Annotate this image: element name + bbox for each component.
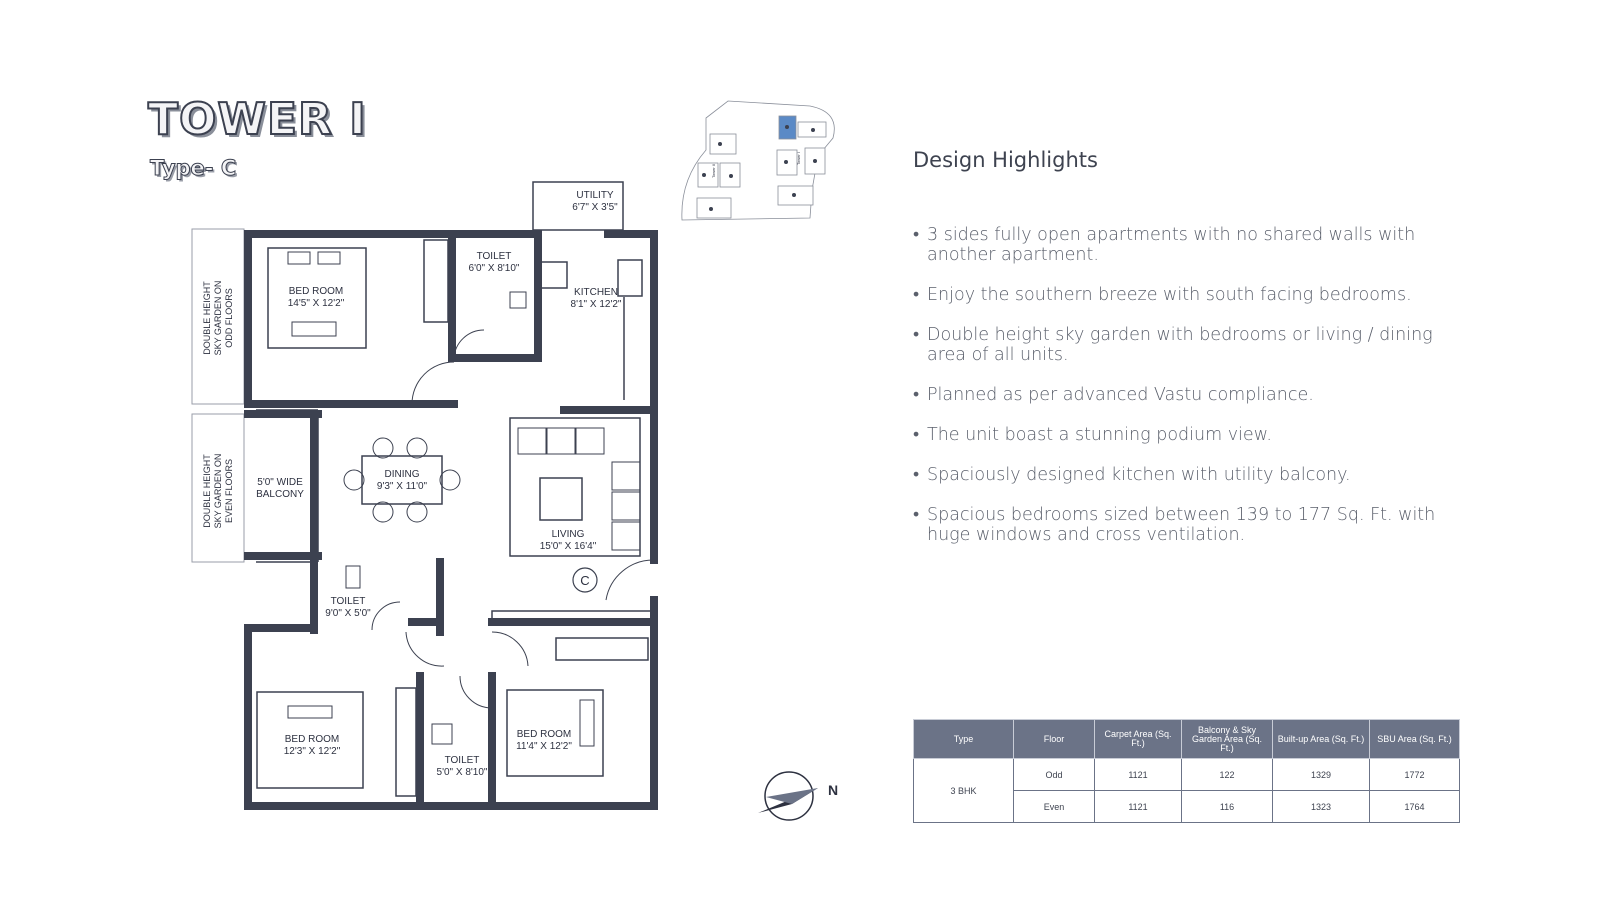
cell-balcony: 122 (1182, 759, 1273, 791)
utility-label: UTILITY (576, 190, 614, 201)
bedroom-bl-size: 12'3" X 12'2" (283, 746, 341, 757)
dining-size: 9'3" X 11'0" (376, 481, 428, 492)
svg-text:C: C (580, 573, 590, 588)
bedroom-br-size: 11'4" X 12'2" (516, 741, 572, 752)
cell-carpet: 1121 (1095, 791, 1182, 823)
cell-type: 3 BHK (914, 759, 1014, 823)
tower-type: Type- C (150, 156, 237, 180)
compass-north-label: N (828, 782, 839, 798)
highlights-title: Design Highlights (913, 148, 1098, 172)
toilet-mid-size: 9'0" X 5'0" (325, 608, 371, 619)
sky-garden-odd (192, 229, 244, 404)
cell-floor: Even (1014, 791, 1095, 823)
toilet-bot-label: TOILET (444, 755, 480, 766)
highlight-item: • 3 sides fully open apartments with no shared walls with another apartment. (913, 225, 1453, 265)
balcony-line1: 5'0" WIDE (257, 477, 303, 488)
living-label: LIVING (551, 529, 585, 540)
header-builtup: Built-up Area (Sq. Ft.) (1273, 720, 1370, 759)
highlight-item: • Double height sky garden with bedrooms or living / dining area of all units. (913, 325, 1453, 365)
walls (248, 234, 654, 806)
area-table-header (914, 720, 1460, 759)
svg-text:EVEN FLOORS: EVEN FLOORS (224, 458, 234, 524)
toilet-mid-label: TOILET (330, 596, 366, 607)
dining-label: DINING (384, 469, 420, 480)
key-plan (682, 101, 834, 220)
cell-sbu: 1772 (1370, 759, 1460, 791)
highlight-item: • Spaciously designed kitchen with utility balcony. (913, 465, 1453, 485)
living-size: 15'0" X 16'4" (539, 541, 597, 552)
balcony-line2: BALCONY (256, 489, 304, 500)
unit-marker (573, 568, 597, 592)
header-sbu: SBU Area (Sq. Ft.) (1370, 720, 1460, 759)
furniture (288, 252, 640, 746)
sky-garden-even (192, 414, 244, 562)
toilet-top-size: 6'0" X 8'10" (468, 263, 520, 274)
kitchen-label: KITCHEN (574, 287, 618, 298)
svg-text:DOUBLE HEIGHT: DOUBLE HEIGHT (202, 454, 212, 528)
cell-builtup: 1329 (1273, 759, 1370, 791)
svg-text:DOUBLE HEIGHT: DOUBLE HEIGHT (202, 281, 212, 355)
key-plan-tower-2: Tower II (711, 163, 716, 178)
header-balcony: Balcony & Sky Garden Area (Sq. Ft.) (1182, 720, 1273, 759)
bedroom-top-size: 14'5" X 12'2" (287, 298, 345, 309)
cell-floor: Odd (1014, 759, 1095, 791)
cell-carpet: 1121 (1095, 759, 1182, 791)
bedroom-br-label: BED ROOM (516, 729, 572, 740)
cell-sbu: 1764 (1370, 791, 1460, 823)
highlight-item: • Enjoy the southern breeze with south facing bedrooms. (913, 285, 1453, 305)
compass-icon (758, 772, 838, 820)
kitchen-size: 8'1" X 12'2" (570, 299, 622, 310)
highlight-item: • The unit boast a stunning podium view. (913, 425, 1453, 445)
header-floor: Floor (1014, 720, 1095, 759)
toilet-bot-size: 5'0" X 8'10" (436, 767, 488, 778)
header-carpet: Carpet Area (Sq. Ft.) (1095, 720, 1182, 759)
bedroom-bl-label: BED ROOM (284, 734, 340, 745)
svg-text:SKY GARDEN ON: SKY GARDEN ON (213, 453, 223, 529)
bedroom-top-label: BED ROOM (288, 286, 344, 297)
highlight-item: • Planned as per advanced Vastu compliance. (913, 385, 1453, 405)
key-plan-tower-1: Tower I (796, 152, 801, 165)
highlights-list (913, 225, 1453, 565)
area-table (913, 719, 1460, 823)
toilet-top-label: TOILET (476, 251, 512, 262)
svg-text:SKY GARDEN ON: SKY GARDEN ON (213, 280, 223, 356)
tower-title: TOWER I (148, 94, 367, 145)
svg-text:ODD FLOORS: ODD FLOORS (224, 288, 234, 348)
utility-size: 6'7" X 3'5" (572, 202, 618, 213)
cell-builtup: 1323 (1273, 791, 1370, 823)
highlight-item: • Spacious bedrooms sized between 139 to 177 Sq. Ft. with huge windows and cross ventilation. (913, 505, 1453, 545)
table-row (914, 759, 1460, 791)
header-type: Type (914, 720, 1014, 759)
cell-balcony: 116 (1182, 791, 1273, 823)
